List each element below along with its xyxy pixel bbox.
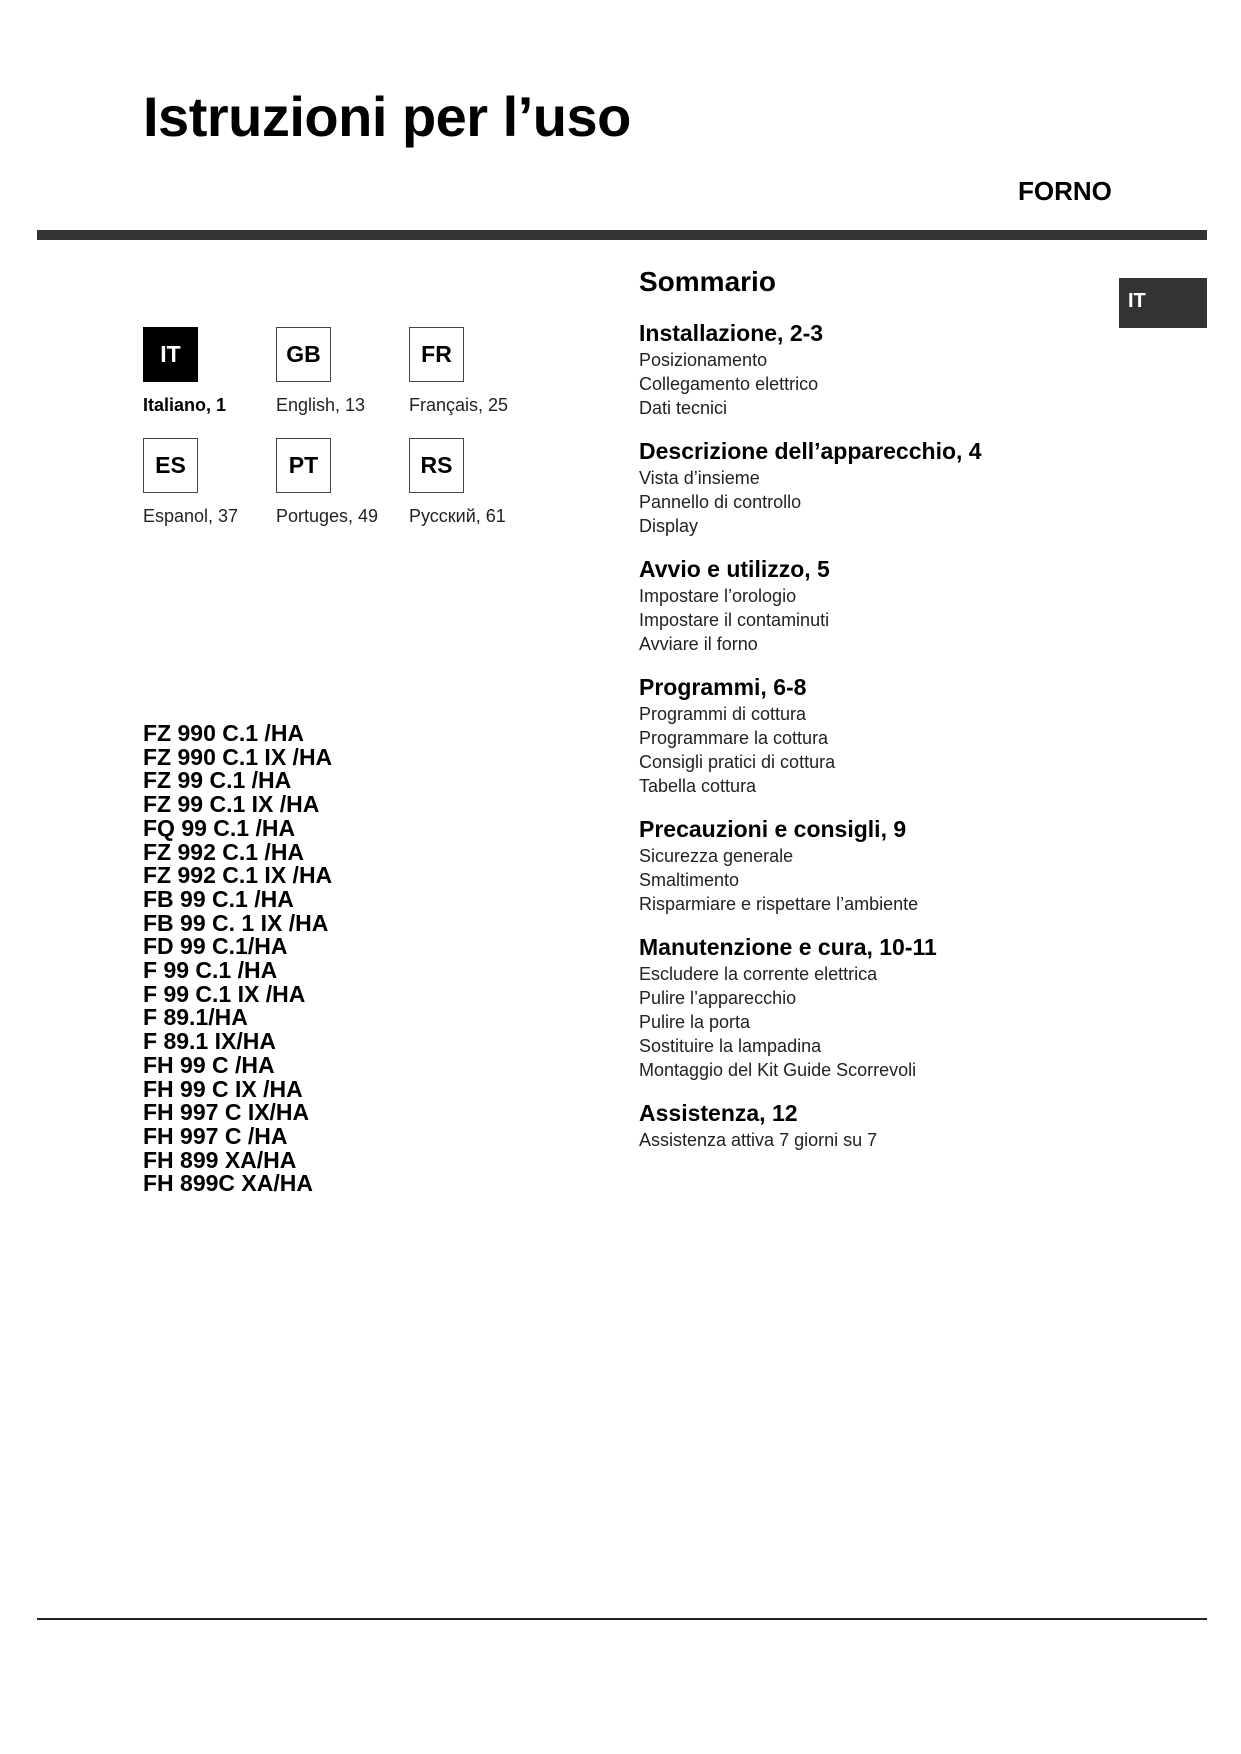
model-item: FZ 992 C.1 IX /HA <box>143 862 333 889</box>
toc-section-assistenza <box>639 1098 1099 1152</box>
lang-box-fr[interactable]: FR <box>409 327 464 382</box>
toc-section-installazione <box>639 318 1099 420</box>
model-item: F 99 C.1 IX /HA <box>143 980 306 1007</box>
model-item: FB 99 C.1 /HA <box>143 885 294 912</box>
model-item: FH 997 C /HA <box>143 1122 288 1149</box>
lang-box-pt[interactable]: PT <box>276 438 331 493</box>
model-item: FD 99 C.1/HA <box>143 933 288 960</box>
lang-box-rs[interactable]: RS <box>409 438 464 493</box>
model-item: FH 99 C /HA <box>143 1051 275 1078</box>
lang-box-gb[interactable]: GB <box>276 327 331 382</box>
toc-heading[interactable]: Avvio e utilizzo, 5 <box>639 556 830 582</box>
toc-item[interactable]: Collegamento elettrico <box>639 374 819 394</box>
footer-divider <box>37 1618 1207 1620</box>
toc-item[interactable]: Montaggio del Kit Guide Scorrevoli <box>639 1060 917 1080</box>
toc-section-manutenzione <box>639 932 1099 1082</box>
toc-title: Sommario <box>639 266 776 297</box>
model-item: FH 997 C IX/HA <box>143 1099 310 1126</box>
model-item: F 89.1 IX/HA <box>143 1028 276 1055</box>
toc-item[interactable]: Pannello di controllo <box>639 492 802 512</box>
lang-caption-rs: Русский, 61 <box>409 506 506 526</box>
model-item: FH 99 C IX /HA <box>143 1075 303 1102</box>
toc-item[interactable]: Smaltimento <box>639 870 740 890</box>
lang-caption-es: Espanol, 37 <box>143 506 239 526</box>
toc-section-avvio <box>639 554 1099 656</box>
toc-item[interactable]: Pulire l’apparecchio <box>639 988 797 1008</box>
lang-caption-pt: Portuges, 49 <box>276 506 379 526</box>
product-type-label: FORNO <box>1018 176 1112 206</box>
model-item: F 99 C.1 /HA <box>143 957 278 984</box>
lang-box-es[interactable]: ES <box>143 438 198 493</box>
model-item: FZ 99 C.1 /HA <box>143 767 292 794</box>
lang-caption-gb: English, 13 <box>276 395 366 415</box>
toc-item[interactable]: Assistenza attiva 7 giorni su 7 <box>639 1130 878 1150</box>
model-item: FH 899 XA/HA <box>143 1146 297 1173</box>
toc-heading[interactable]: Precauzioni e consigli, 9 <box>639 816 907 842</box>
lang-caption-fr: Français, 25 <box>409 395 509 415</box>
toc-item[interactable]: Programmi di cottura <box>639 704 807 724</box>
lang-caption-it <box>143 395 226 416</box>
toc-item[interactable]: Avviare il forno <box>639 634 758 654</box>
header-divider <box>37 230 1207 240</box>
toc-item[interactable]: Vista d’insieme <box>639 468 760 488</box>
toc-heading[interactable]: Installazione, 2-3 <box>639 320 824 346</box>
model-item: FZ 990 C.1 IX /HA <box>143 743 333 770</box>
lang-caption-it-text: Italiano, 1 <box>143 395 227 415</box>
model-item: FZ 99 C.1 IX /HA <box>143 791 320 818</box>
toc-item[interactable]: Sicurezza generale <box>639 846 794 866</box>
toc-item[interactable]: Posizionamento <box>639 350 768 370</box>
toc-section-descrizione <box>639 436 1099 538</box>
model-item: FB 99 C. 1 IX /HA <box>143 909 329 936</box>
model-item: FH 899C XA/HA <box>143 1170 313 1197</box>
model-item: FQ 99 C.1 /HA <box>143 814 296 841</box>
toc-heading[interactable]: Programmi, 6-8 <box>639 674 807 700</box>
toc-heading[interactable]: Manutenzione e cura, 10-11 <box>639 934 937 960</box>
toc-item[interactable]: Impostare il contaminuti <box>639 610 830 630</box>
toc-item[interactable]: Sostituire la lampadina <box>639 1036 822 1056</box>
toc-item[interactable]: Escludere la corrente elettrica <box>639 964 878 984</box>
model-item: FZ 992 C.1 /HA <box>143 838 305 865</box>
model-item: FZ 990 C.1 /HA <box>143 720 305 746</box>
model-list <box>143 722 332 1196</box>
toc-section-programmi <box>639 672 1099 798</box>
table-of-contents <box>639 266 1099 1168</box>
toc-item[interactable]: Dati tecnici <box>639 398 728 418</box>
language-tab: IT <box>1119 278 1207 328</box>
model-item: F 89.1/HA <box>143 1004 248 1031</box>
toc-heading[interactable]: Descrizione dell’apparecchio, 4 <box>639 438 982 464</box>
toc-heading[interactable]: Assistenza, 12 <box>639 1100 798 1126</box>
toc-item[interactable]: Tabella cottura <box>639 776 757 796</box>
toc-item[interactable]: Programmare la cottura <box>639 728 829 748</box>
lang-box-it[interactable]: IT <box>143 327 198 382</box>
toc-item[interactable]: Consigli pratici di cottura <box>639 752 836 772</box>
toc-item[interactable]: Impostare l’orologio <box>639 586 797 606</box>
page-title: Istruzioni per l’uso <box>143 85 631 148</box>
toc-item[interactable]: Display <box>639 516 699 536</box>
toc-item[interactable]: Pulire la porta <box>639 1012 751 1032</box>
toc-item[interactable]: Risparmiare e rispettare l’ambiente <box>639 894 919 914</box>
toc-section-precauzioni <box>639 814 1099 916</box>
